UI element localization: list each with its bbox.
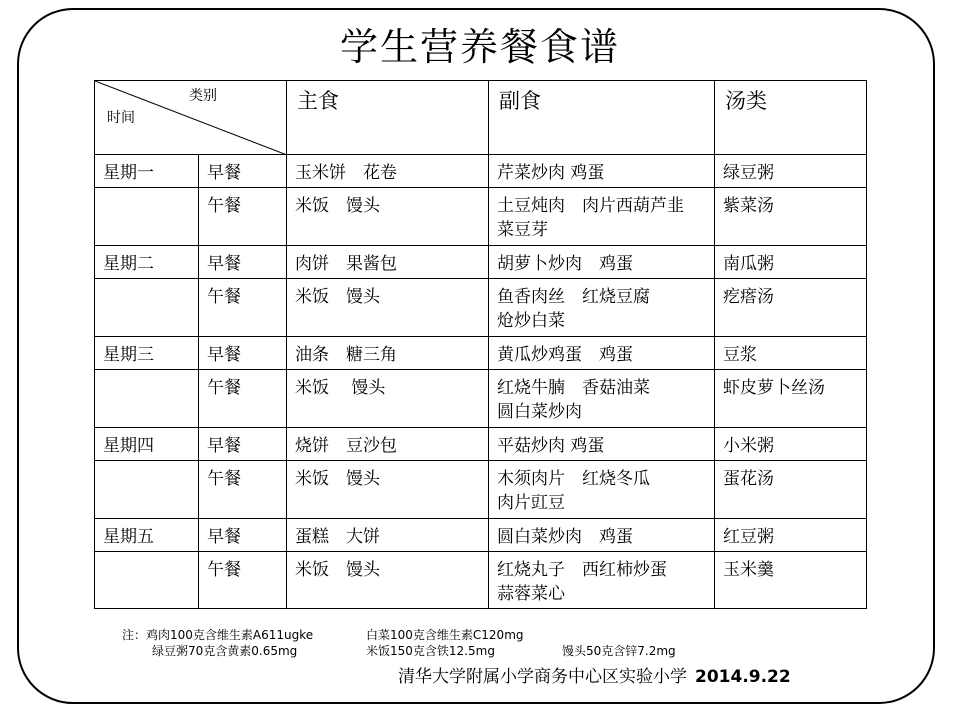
soup-cell: 绿豆粥	[715, 155, 867, 188]
day-cell: 星期三	[95, 337, 199, 370]
menu-row	[95, 188, 867, 246]
soup-cell: 疙瘩汤	[715, 279, 867, 337]
side-dish-line: 圆白菜炒肉	[497, 402, 582, 422]
side-dish-line: 木须肉片 红烧冬瓜	[497, 469, 650, 489]
meal-cell: 午餐	[199, 188, 287, 246]
staple-cell: 烧饼 豆沙包	[287, 428, 489, 461]
menu-row	[95, 461, 867, 519]
side-dish-line: 土豆炖肉 肉片西葫芦韭	[497, 196, 684, 216]
note-line-2: 白菜100克含维生素C120mg	[366, 628, 524, 642]
staple-header: 主食	[287, 81, 489, 155]
school-name: 清华大学附属小学商务中心区实验小学	[398, 667, 687, 687]
day-cell: 星期四	[95, 428, 199, 461]
meal-cell: 午餐	[199, 370, 287, 428]
side-cell	[489, 155, 715, 188]
soup-cell: 小米粥	[715, 428, 867, 461]
day-cell	[95, 188, 199, 246]
staple-cell: 米饭 馒头	[287, 461, 489, 519]
side-dish-line: 红烧丸子 西红柿炒蛋	[497, 560, 667, 580]
diagonal-header-cell	[95, 81, 287, 155]
side-cell	[489, 428, 715, 461]
soup-header: 汤类	[715, 81, 867, 155]
page-title: 学生营养餐食谱	[339, 25, 620, 69]
side-dish-line: 菜豆芽	[497, 220, 548, 240]
staple-cell: 米饭 馒头	[287, 552, 489, 609]
time-label: 时间	[107, 110, 135, 126]
side-dish-line: 红烧牛腩 香菇油菜	[497, 378, 650, 398]
side-dish-line: 黄瓜炒鸡蛋 鸡蛋	[497, 345, 633, 365]
menu-row	[95, 246, 867, 279]
staple-cell: 米饭 馒头	[287, 370, 489, 428]
meal-cell: 午餐	[199, 461, 287, 519]
menu-row	[95, 428, 867, 461]
staple-cell: 蛋糕 大饼	[287, 519, 489, 552]
side-cell	[489, 337, 715, 370]
menu-row	[95, 279, 867, 337]
menu-row	[95, 337, 867, 370]
note-line-4: 米饭150克含铁12.5mg	[366, 644, 495, 658]
day-cell	[95, 370, 199, 428]
side-cell	[489, 188, 715, 246]
side-cell	[489, 519, 715, 552]
staple-cell: 玉米饼 花卷	[287, 155, 489, 188]
side-dish-line: 蒜蓉菜心	[497, 584, 565, 604]
menu-table	[94, 80, 867, 609]
day-cell: 星期五	[95, 519, 199, 552]
note-line-3: 绿豆粥70克含黄素0.65mg	[152, 644, 298, 658]
soup-cell: 虾皮萝卜丝汤	[715, 370, 867, 428]
meal-cell: 午餐	[199, 279, 287, 337]
staple-cell: 米饭 馒头	[287, 279, 489, 337]
soup-cell: 蛋花汤	[715, 461, 867, 519]
side-cell	[489, 461, 715, 519]
day-cell	[95, 279, 199, 337]
staple-cell: 油条 糖三角	[287, 337, 489, 370]
staple-cell: 肉饼 果酱包	[287, 246, 489, 279]
side-dish-line: 肉片豇豆	[497, 493, 565, 513]
side-header: 副食	[489, 81, 715, 155]
side-dish-line: 胡萝卜炒肉 鸡蛋	[497, 254, 633, 274]
footer-date: 2014.9.22	[695, 667, 791, 687]
soup-cell: 红豆粥	[715, 519, 867, 552]
meal-cell: 午餐	[199, 552, 287, 609]
menu-row	[95, 552, 867, 609]
meal-cell: 早餐	[199, 519, 287, 552]
soup-cell: 玉米羹	[715, 552, 867, 609]
day-cell: 星期二	[95, 246, 199, 279]
menu-row	[95, 519, 867, 552]
side-cell	[489, 552, 715, 609]
side-cell	[489, 279, 715, 337]
side-dish-line: 鱼香肉丝 红烧豆腐	[497, 287, 650, 307]
footer	[398, 665, 791, 689]
soup-cell: 豆浆	[715, 337, 867, 370]
note-line-1: 注：鸡肉100克含维生素A611ugke	[122, 628, 314, 642]
side-cell	[489, 370, 715, 428]
side-dish-line: 平菇炒肉 鸡蛋	[497, 436, 605, 456]
day-cell	[95, 461, 199, 519]
day-cell: 星期一	[95, 155, 199, 188]
meal-cell: 早餐	[199, 155, 287, 188]
note-line-5: 馒头50克含锌7.2mg	[562, 644, 676, 658]
meal-cell: 早餐	[199, 246, 287, 279]
category-label: 类别	[189, 88, 217, 104]
day-cell	[95, 552, 199, 609]
side-dish-line: 炝炒白菜	[497, 311, 565, 331]
side-dish-line: 圆白菜炒肉 鸡蛋	[497, 527, 633, 547]
staple-cell: 米饭 馒头	[287, 188, 489, 246]
menu-row	[95, 370, 867, 428]
header-row	[95, 81, 867, 155]
side-dish-line: 芹菜炒肉 鸡蛋	[497, 163, 605, 183]
meal-cell: 早餐	[199, 428, 287, 461]
menu-row	[95, 155, 867, 188]
soup-cell: 南瓜粥	[715, 246, 867, 279]
side-cell	[489, 246, 715, 279]
soup-cell: 紫菜汤	[715, 188, 867, 246]
meal-cell: 早餐	[199, 337, 287, 370]
